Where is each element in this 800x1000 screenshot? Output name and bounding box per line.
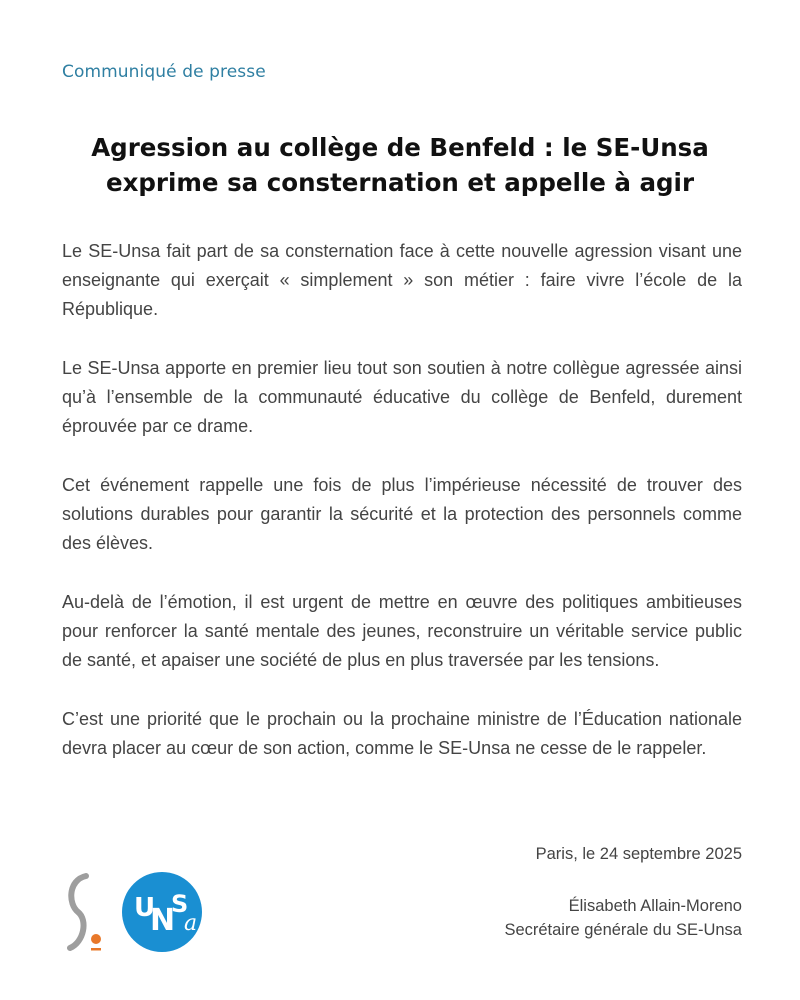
unsa-logo (122, 872, 202, 952)
paragraph-4: Au-delà de l’émotion, il est urgent de mettre en œuvre des politiques ambitieuses pour renforcer la santé mentale des jeunes, reconstruire un véritable service public de santé, et apaiser une société de plus en plus traversée par les tensions. (62, 592, 742, 670)
svg-text:U: U (134, 893, 156, 923)
logos-svg (62, 866, 212, 956)
signatory-name: Élisabeth Allain-Moreno (568, 897, 742, 915)
document-title (60, 130, 740, 200)
se-logo (70, 876, 101, 951)
title-line-2: exprime sa consternation et appelle à agir (105, 168, 695, 197)
paragraph-3: Cet événement rappelle une fois de plus l’impérieuse nécessité de trouver des solutions durables pour garantir la sécurité et la protection des personnels comme des élèves. (62, 475, 742, 553)
title-line-1: Agression au collège de Benfeld : le SE-Unsa (91, 133, 709, 162)
closing-block (504, 842, 742, 942)
document-body (62, 237, 742, 793)
svg-text:a: a (184, 911, 198, 936)
document-kicker: Communiqué de presse (62, 62, 266, 82)
svg-text:S: S (171, 890, 189, 918)
place-date: Paris, le 24 septembre 2025 (535, 845, 742, 863)
paragraph-5: C’est une priorité que le prochain ou la prochaine ministre de l’Éducation nationale devra placer au cœur de son action, comme le SE-Unsa ne cesse de le rappeler. (62, 709, 742, 758)
paragraph-2: Le SE-Unsa apporte en premier lieu tout son soutien à notre collègue agressée ainsi qu’à l’ensemble de la communauté éducative du collège de Benfeld, durement éprouvée par ce drame. (62, 358, 742, 436)
paragraph-1: Le SE-Unsa fait part de sa consternation face à cette nouvelle agression visant une enseignante qui exerçait « simplement » son métier : faire vivre l’école de la République. (62, 241, 742, 319)
svg-text:N: N (150, 903, 176, 938)
signatory-role: Secrétaire générale du SE-Unsa (504, 921, 742, 939)
logo-area (62, 866, 212, 956)
